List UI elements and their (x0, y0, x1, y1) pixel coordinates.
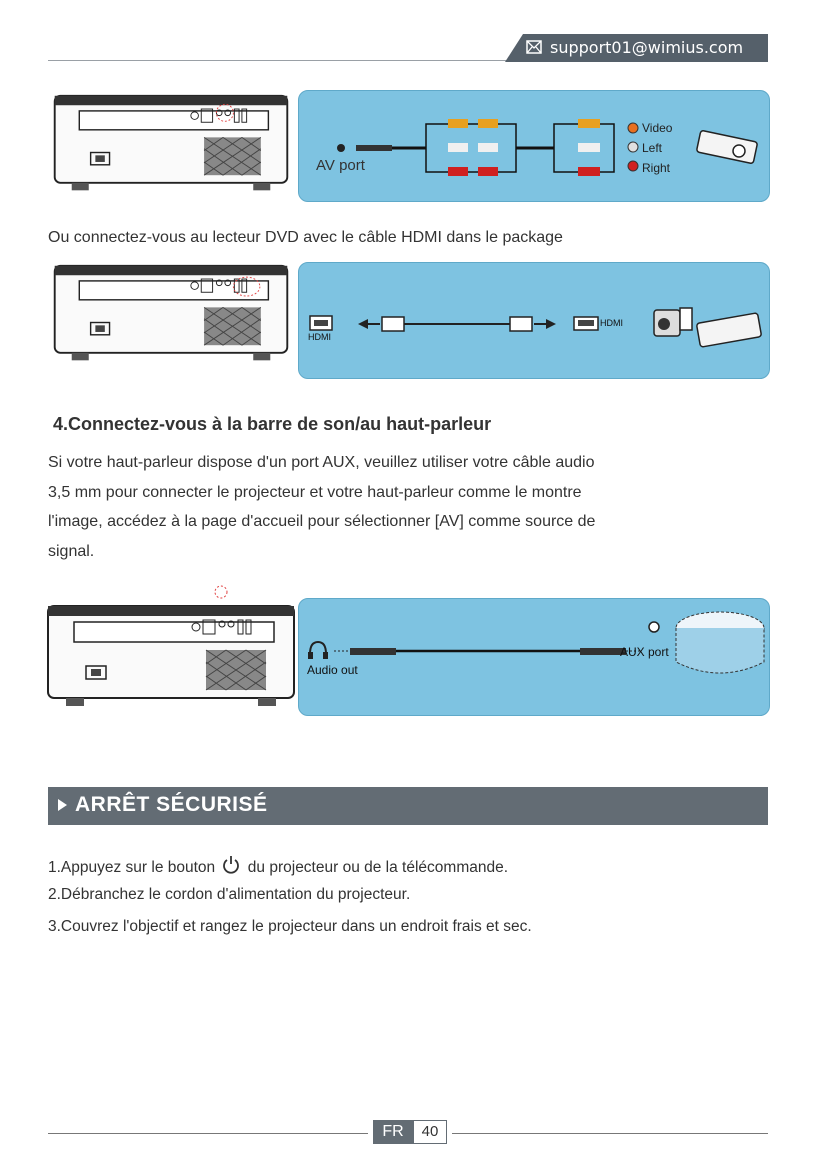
speaker-icon (676, 612, 764, 673)
step-1-text-end: du projecteur ou de la télécommande. (247, 859, 509, 876)
language-badge: FR (373, 1120, 413, 1144)
body-line: Si votre haut-parleur dispose d'un port AUX, veuillez utiliser votre câble audio (48, 454, 595, 471)
projector-rear-illustration (46, 262, 296, 366)
triangle-bullet-icon (58, 799, 67, 811)
hdmi-caption: Ou connectez-vous au lecteur DVD avec le câble HDMI dans le package (48, 229, 563, 246)
dvd-player-icon (696, 313, 761, 347)
right-output-label: Right (642, 161, 671, 175)
av-port-label: AV port (316, 157, 365, 174)
body-line: signal. (48, 542, 95, 560)
footer-rule-right (452, 1133, 768, 1134)
hdmi-right-label: HDMI (600, 318, 623, 328)
camcorder-icon (654, 308, 692, 336)
audio-out-label: Audio out (307, 663, 358, 677)
section-4-heading: 4.Connectez-vous à la barre de son/au haut-parleur (53, 414, 492, 434)
projector-rear-illustration (46, 92, 296, 196)
projector-rear-illustration (46, 584, 296, 714)
page-number: 40 (413, 1120, 447, 1144)
body-line: 3,5 mm pour connecter le projecteur et votre haut-parleur comme le montre (48, 483, 582, 501)
video-output-label: Video (642, 121, 673, 135)
shutdown-step-3: 3.Couvrez l'objectif et rangez le projecteur dans un endroit frais et sec. (48, 918, 532, 935)
body-line: l'image, accédez à la page d'accueil pour sélectionner [AV] comme source de (48, 513, 596, 530)
footer-rule-left (48, 1133, 368, 1134)
shutdown-step-1 (48, 855, 508, 880)
support-email[interactable]: support01@wimius.com (550, 38, 744, 57)
left-output-label: Left (642, 141, 663, 155)
shutdown-step-2: 2.Débranchez le cordon d'alimentation du projecteur. (48, 886, 411, 903)
header-rule (48, 60, 518, 61)
av-cable-illustration (298, 90, 768, 200)
dvd-player-icon (696, 130, 757, 164)
envelope-icon (526, 40, 542, 57)
hdmi-cable-illustration (298, 262, 768, 377)
safe-shutdown-title: ARRÊT SÉCURISÉ (75, 793, 268, 816)
section-4-body (48, 448, 768, 566)
aux-port-label: AUX port (620, 645, 669, 659)
power-icon (221, 855, 241, 880)
headphone-icon (308, 642, 328, 659)
audio-cable-illustration (298, 598, 768, 714)
hdmi-left-label: HDMI (308, 332, 331, 342)
step-1-text-start: 1.Appuyez sur le bouton (48, 859, 216, 876)
